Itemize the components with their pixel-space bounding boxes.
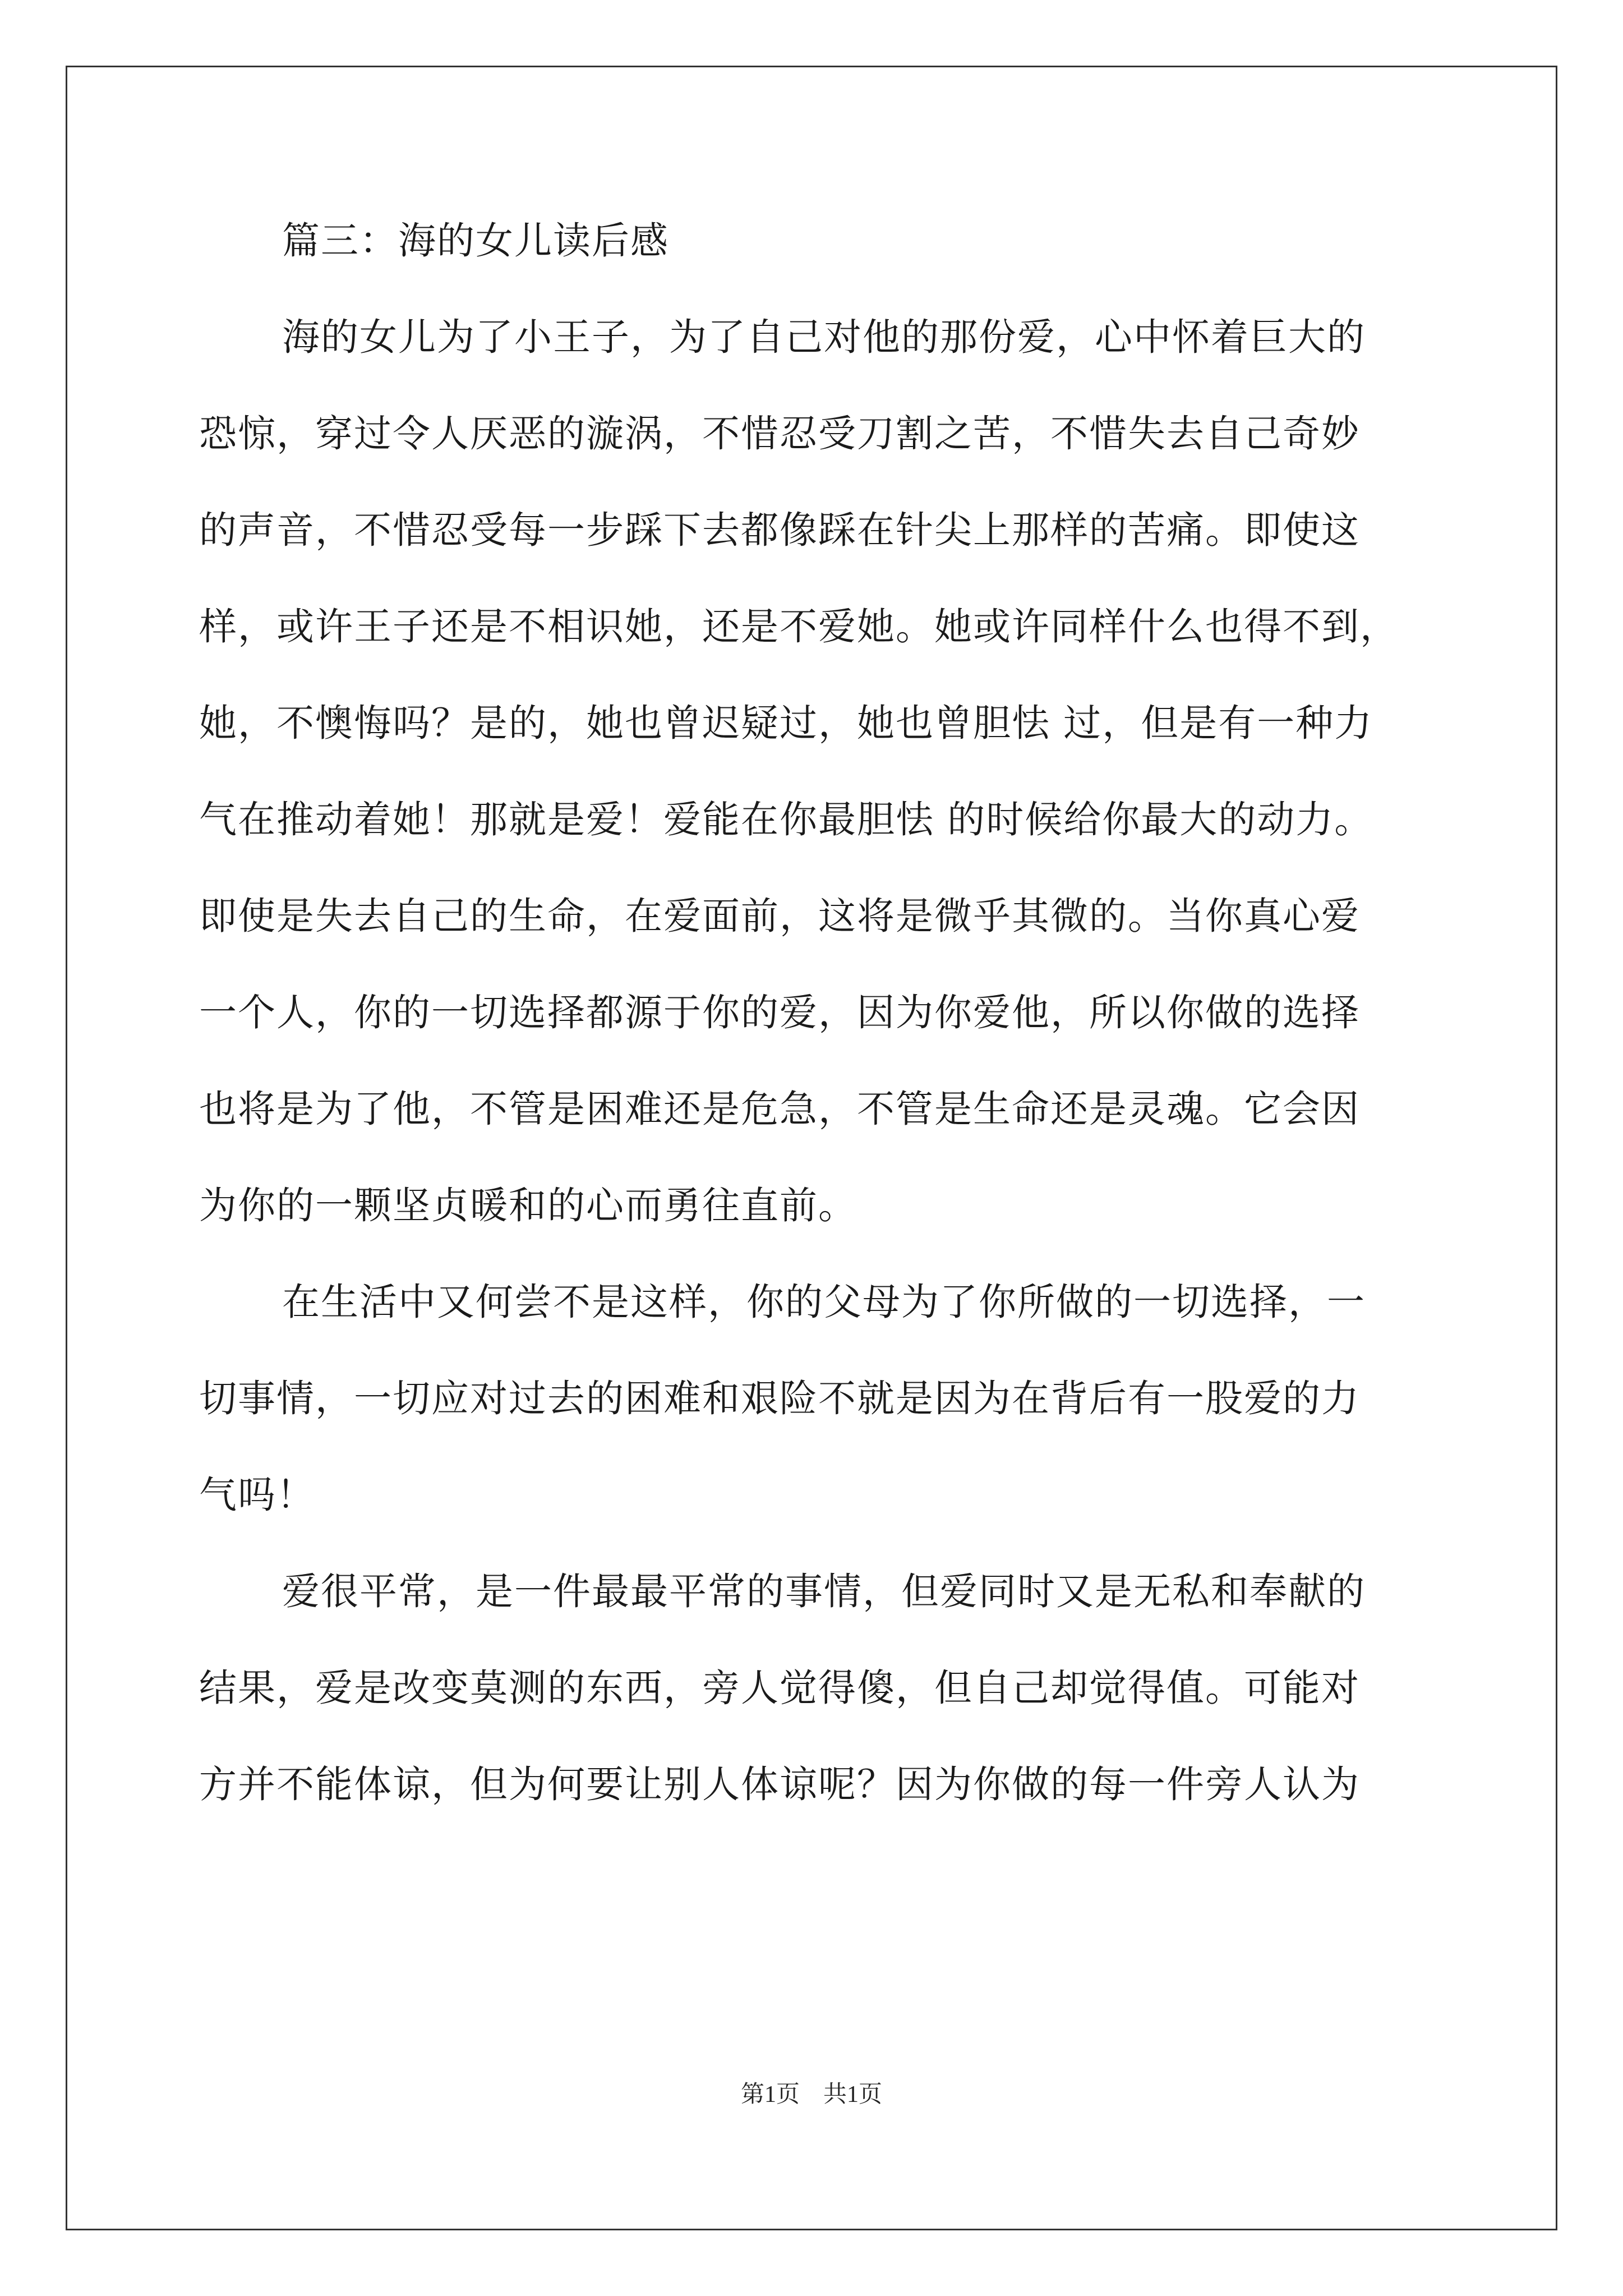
paragraph-1-line-7: 即使是失去自己的生命，在爱面前，这将是微乎其微的。当你真心爱 [199,894,1360,938]
paragraph-3-line-2: 结果，爱是改变莫测的东西，旁人觉得傻，但自己却觉得值。可能对 [199,1666,1360,1710]
paragraph-2-line-3: 气吗！ [199,1473,315,1517]
paragraph-2-line-2: 切事情，一切应对过去的困难和艰险不就是因为在背后有一股爱的力 [199,1377,1360,1420]
paragraph-1-line-1: 海的女儿为了小王子，为了自己对他的那份爱，心中怀着巨大的 [282,315,1366,359]
paragraph-1-line-9: 也将是为了他，不管是困难还是危急，不管是生命还是灵魂。它会因 [199,1087,1360,1131]
paragraph-1-line-4: 样，或许王子还是不相识她，还是不爱她。她或许同样什么也得不到， [199,605,1399,648]
paragraph-3-line-3: 方并不能体谅，但为何要让别人体谅呢？因为你做的每一件旁人认为 [199,1763,1360,1806]
page-footer: 第1页 共1页 [740,2082,882,2108]
paragraph-1-line-6: 气在推动着她！那就是爱！爱能在你最胆怯 的时候给你最大的动力。 [199,798,1373,841]
paragraph-1-line-3: 的声音，不惜忍受每一步踩下去都像踩在针尖上那样的苦痛。即使这 [199,508,1360,552]
paragraph-1-line-10: 为你的一颗坚贞暖和的心而勇往直前。 [199,1184,857,1227]
paragraph-1-line-2: 恐惊，穿过令人厌恶的漩涡，不惜忍受刀割之苦，不惜失去自己奇妙 [199,412,1360,455]
paragraph-3-line-1: 爱很平常，是一件最最平常的事情，但爱同时又是无私和奉献的 [282,1570,1366,1613]
document-title: 篇三：海的女儿读后感 [282,219,669,263]
paragraph-1-line-8: 一个人，你的一切选择都源于你的爱，因为你爱他，所以你做的选择 [199,991,1360,1034]
paragraph-1-line-5: 她，不懊悔吗？是的，她也曾迟疑过，她也曾胆怯 过，但是有一种力 [199,701,1373,745]
document-body [199,215,1436,1855]
paragraph-2-line-1: 在生活中又何尝不是这样，你的父母为了你所做的一切选择，一 [282,1280,1366,1324]
